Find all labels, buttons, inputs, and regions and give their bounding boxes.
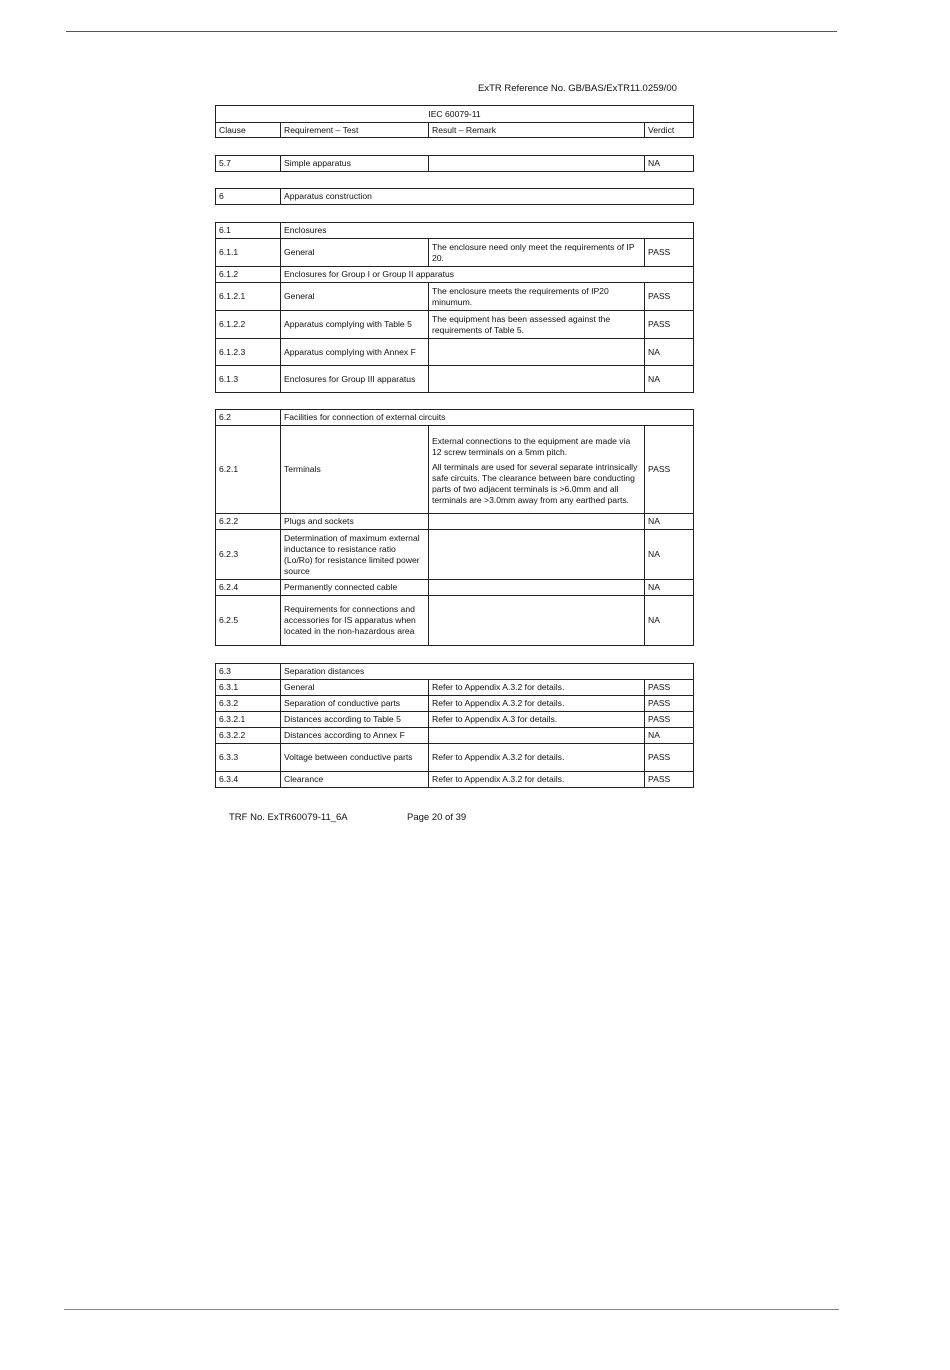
verdict-cell: PASS (645, 744, 694, 772)
table-row (216, 366, 694, 393)
section-title-cell: Enclosures (281, 223, 694, 239)
verdict-cell: PASS (645, 680, 694, 696)
section-6-1 (215, 222, 693, 393)
table-row (216, 728, 694, 744)
clause-cell: 6.3.3 (216, 744, 281, 772)
verdict-cell: NA (645, 366, 694, 393)
section-6-2 (215, 409, 693, 646)
section-6-1-table (215, 222, 694, 393)
requirement-cell: Voltage between conductive parts (281, 744, 429, 772)
requirement-cell: General (281, 680, 429, 696)
result-cell (429, 530, 645, 580)
clause-cell: 6.1.3 (216, 366, 281, 393)
verdict-cell: NA (645, 530, 694, 580)
table-row (216, 772, 694, 788)
verdict-cell: NA (645, 580, 694, 596)
table-row (216, 680, 694, 696)
verdict-cell: PASS (645, 311, 694, 339)
verdict-cell: NA (645, 728, 694, 744)
requirement-cell: General (281, 283, 429, 311)
column-header-requirement: Requirement – Test (281, 123, 429, 138)
header-table (215, 105, 694, 138)
clause-cell: 6.2.2 (216, 514, 281, 530)
clause-cell: 6.1.2.2 (216, 311, 281, 339)
clause-cell: 6.3.2.2 (216, 728, 281, 744)
result-cell: The enclosure meets the requirements of IP20 minumum. (429, 283, 645, 311)
requirement-cell: Requirements for connections and accessories for IS apparatus when located in the non-hazardous area (281, 596, 429, 646)
verdict-cell: PASS (645, 283, 694, 311)
result-cell: Refer to Appendix A.3 for details. (429, 712, 645, 728)
verdict-cell: PASS (645, 426, 694, 514)
clause-cell: 6.2.4 (216, 580, 281, 596)
result-paragraph: External connections to the equipment are made via 12 screw terminals on a 5mm pitch. (432, 435, 631, 457)
table-row (216, 239, 694, 267)
result-cell: Refer to Appendix A.3.2 for details. (429, 680, 645, 696)
subsection-title-cell: Enclosures for Group I or Group II apparatus (281, 267, 694, 283)
clause-cell: 6.1.1 (216, 239, 281, 267)
trf-number: TRF No. ExTR60079-11_6A (229, 812, 348, 823)
table-row (216, 696, 694, 712)
requirement-cell: Distances according to Table 5 (281, 712, 429, 728)
table-row (216, 664, 694, 680)
table-row (216, 283, 694, 311)
table-row (216, 189, 694, 205)
verdict-cell: PASS (645, 772, 694, 788)
verdict-cell: NA (645, 339, 694, 366)
standard-title: IEC 60079-11 (216, 106, 694, 123)
section-title-cell: Separation distances (281, 664, 694, 680)
report-reference: ExTR Reference No. GB/BAS/ExTR11.0259/00 (478, 83, 677, 94)
requirement-cell: Apparatus complying with Table 5 (281, 311, 429, 339)
clause-cell: 5.7 (216, 156, 281, 172)
clause-cell: 6.2.3 (216, 530, 281, 580)
clause-cell: 6.1.2.1 (216, 283, 281, 311)
clause-cell: 6.2.1 (216, 426, 281, 514)
table-row (216, 267, 694, 283)
result-cell (429, 580, 645, 596)
table-row (216, 426, 694, 514)
clause-cell: 6.1.2.3 (216, 339, 281, 366)
result-cell: The enclosure need only meet the requirements of IP 20. (429, 239, 645, 267)
top-rule (66, 31, 837, 32)
clause-cell: 6.2.5 (216, 596, 281, 646)
requirement-cell: Simple apparatus (281, 156, 429, 172)
clause-cell: 6.3 (216, 664, 281, 680)
table-row (216, 514, 694, 530)
section-title-cell: Apparatus construction (281, 189, 694, 205)
verdict-cell: PASS (645, 712, 694, 728)
clause-cell: 6.3.2 (216, 696, 281, 712)
column-header-result: Result – Remark (429, 123, 645, 138)
requirement-cell: General (281, 239, 429, 267)
section-5-7 (215, 155, 693, 172)
verdict-cell: NA (645, 596, 694, 646)
bottom-rule (64, 1309, 839, 1310)
column-header-verdict: Verdict (645, 123, 694, 138)
column-header-clause: Clause (216, 123, 281, 138)
result-cell: Refer to Appendix A.3.2 for details. (429, 696, 645, 712)
section-6-3-table (215, 663, 694, 788)
result-cell (429, 426, 645, 514)
requirement-cell: Plugs and sockets (281, 514, 429, 530)
result-cell: Refer to Appendix A.3.2 for details. (429, 744, 645, 772)
result-cell (429, 596, 645, 646)
table-header-block (215, 105, 693, 138)
requirement-cell: Permanently connected cable (281, 580, 429, 596)
clause-cell: 6.3.4 (216, 772, 281, 788)
table-row (216, 580, 694, 596)
requirement-cell: Determination of maximum external inductance to resistance ratio (Lo/Ro) for resistance limited power source (281, 530, 429, 580)
table-row (216, 339, 694, 366)
clause-cell: 6 (216, 189, 281, 205)
clause-cell: 6.2 (216, 410, 281, 426)
result-paragraph: All terminals are used for several separate intrinsically safe circuits. The clearance between bare conducting parts of two adjacent terminals is >6.0mm and all terminals are >3.0mm away from any earthed parts. (432, 461, 638, 505)
section-6-3 (215, 663, 693, 788)
requirement-cell: Apparatus complying with Annex F (281, 339, 429, 366)
verdict-cell: PASS (645, 696, 694, 712)
result-cell: Refer to Appendix A.3.2 for details. (429, 772, 645, 788)
verdict-cell: NA (645, 514, 694, 530)
result-cell (429, 339, 645, 366)
section-6 (215, 188, 693, 205)
section-6-table (215, 188, 694, 205)
verdict-cell: NA (645, 156, 694, 172)
page-number: Page 20 of 39 (407, 812, 467, 823)
table-row (216, 530, 694, 580)
table-row (216, 410, 694, 426)
table-row (216, 596, 694, 646)
section-5-7-table (215, 155, 694, 172)
table-row (216, 744, 694, 772)
result-cell (429, 156, 645, 172)
requirement-cell: Separation of conductive parts (281, 696, 429, 712)
table-row (216, 223, 694, 239)
result-cell (429, 514, 645, 530)
table-row (216, 712, 694, 728)
requirement-cell: Clearance (281, 772, 429, 788)
table-row (216, 156, 694, 172)
requirement-cell: Terminals (281, 426, 429, 514)
clause-cell: 6.3.1 (216, 680, 281, 696)
result-cell (429, 728, 645, 744)
result-cell: The equipment has been assessed against the requirements of Table 5. (429, 311, 645, 339)
clause-cell: 6.1 (216, 223, 281, 239)
section-6-2-table (215, 409, 694, 646)
section-title-cell: Facilities for connection of external circuits (281, 410, 694, 426)
table-row (216, 311, 694, 339)
requirement-cell: Distances according to Annex F (281, 728, 429, 744)
requirement-cell: Enclosures for Group III apparatus (281, 366, 429, 393)
result-cell (429, 366, 645, 393)
clause-cell: 6.3.2.1 (216, 712, 281, 728)
clause-cell: 6.1.2 (216, 267, 281, 283)
verdict-cell: PASS (645, 239, 694, 267)
